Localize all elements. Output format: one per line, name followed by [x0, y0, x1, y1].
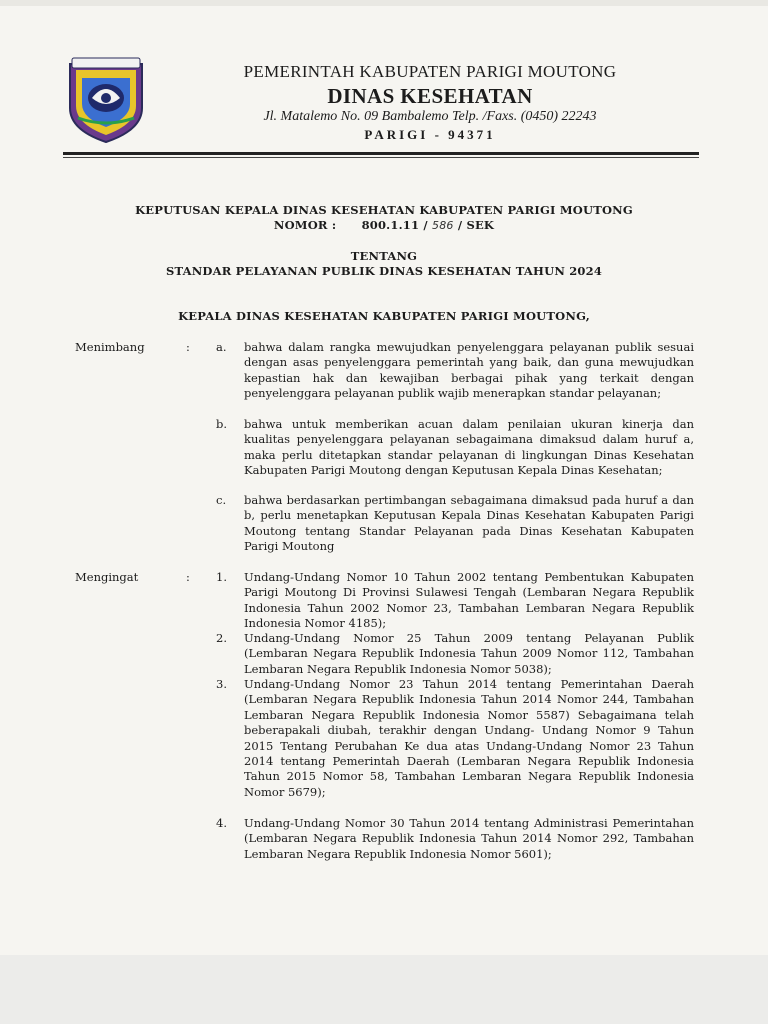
item-text: bahwa dalam rangka mewujudkan penyelenggara pelayanan publik sesuai dengan asas penyelenggara pemerintah yang baik, dan guna mewujudkan kepastian hak dan kewajiban berbagai pihak yang terkait dengan penyelenggara pelayanan publik wajib menerapkan standar pelayanan; [244, 340, 694, 401]
scan-top-edge [0, 0, 768, 6]
menimbang-item [216, 417, 694, 479]
scan-bottom-edge [0, 955, 768, 1024]
item-mark: 4. [216, 816, 227, 830]
mengingat-item [216, 816, 694, 862]
about-label: TENTANG [350, 249, 418, 263]
item-text: Undang-Undang Nomor 10 Tahun 2002 tentang Pembentukan Kabupaten Parigi Moutong Di Provinsi Sulawesi Tengah (Lembaran Negara Republik Indonesia Tahun 2002 Nomor 23, Tambahan Lembaran Negara Republik Indonesia Nomor 4185); [244, 570, 694, 631]
decree-title: KEPUTUSAN KEPALA DINAS KESEHATAN KABUPATEN PARIGI MOUTONG [135, 203, 633, 217]
letterhead-city: PARIGI - 94371 [364, 127, 496, 142]
mengingat-item [216, 631, 694, 677]
menimbang-label: Menimbang [75, 340, 145, 354]
menimbang-item [216, 493, 694, 555]
decree-subject: STANDAR PELAYANAN PUBLIK DINAS KESEHATAN TAHUN 2024 [165, 264, 603, 278]
item-text: Undang-Undang Nomor 23 Tahun 2014 tentang Pemerintahan Daerah (Lembaran Negara Republik Indonesia Tahun 2014 Nomor 244, Tambahan Lembaran Negara Republik Indonesia Nomor 5587) Sebagaimana telah beberapakali diubah, terakhir dengan Undang- Undang Nomor 9 Tahun 2015 Tentang Perubahan Ke dua atas Undang-Undang Nomor 23 Tahun 2014 tentang Pemerintah Daerah (Lembaran Negara Republik Indonesia Tahun 2015 Nomor 58, Tambahan Lembaran Negara Republik Indonesia Nomor 5679); [244, 677, 694, 799]
item-mark: 3. [216, 677, 227, 691]
item-text: bahwa untuk memberikan acuan dalam penilaian ukuran kinerja dan kualitas penyelenggara pelayanan sebagaimana dimaksud dalam huruf a, maka perlu ditetapkan standar pelayanan di lingkungan Dinas Kesehatan Kabupaten Parigi Moutong dengan Keputusan Kepala Dinas Kesehatan; [244, 417, 694, 478]
regency-logo [58, 50, 154, 146]
decree-number [60, 218, 708, 232]
mengingat-colon: : [186, 570, 190, 584]
issuer-heading: KEPALA DINAS KESEHATAN KABUPATEN PARIGI MOUTONG, [178, 309, 590, 323]
item-mark: b. [216, 417, 228, 431]
mengingat-label: Mengingat [75, 570, 139, 584]
mengingat-item [216, 570, 694, 632]
letterhead-rule-thick [63, 152, 699, 155]
item-mark: c. [216, 493, 227, 507]
item-text: Undang-Undang Nomor 25 Tahun 2009 tentang Pelayanan Publik (Lembaran Negara Republik Indonesia Tahun 2009 Nomor 112, Tambahan Lembaran Negara Republik Indonesia Nomor 5038); [244, 631, 694, 676]
mengingat-item [216, 677, 694, 800]
menimbang-colon: : [186, 340, 190, 354]
nomor-prefix: 800.1.11 / [361, 218, 428, 232]
menimbang-item [216, 340, 694, 402]
letterhead-address: Jl. Matalemo No. 09 Bambalemo Telp. /Faxs. (0450) 22243 [263, 109, 597, 124]
letterhead-government: PEMERINTAH KABUPATEN PARIGI MOUTONG [243, 62, 617, 81]
nomor-suffix: / SEK [457, 218, 495, 232]
item-mark: 2. [216, 631, 227, 645]
item-text: bahwa berdasarkan pertimbangan sebagaimana dimaksud pada huruf a dan b, perlu menetapkan Keputusan Kepala Dinas Kesehatan Kabupaten Parigi Moutong tentang Standar Pelayanan pada Dinas Kesehatan Kabupaten Parigi Moutong [244, 493, 694, 554]
nomor-label: NOMOR : [273, 218, 337, 232]
item-mark: a. [216, 340, 227, 354]
letterhead-rule-thin [63, 157, 699, 158]
letterhead-department: DINAS KESEHATAN [327, 84, 533, 108]
item-text: Undang-Undang Nomor 30 Tahun 2014 tentang Administrasi Pemerintahan (Lembaran Negara Republik Indonesia Tahun 2014 Nomor 292, Tambahan Lembaran Negara Republik Indonesia Nomor 5601); [244, 816, 694, 861]
nomor-handwritten: 586 [432, 219, 454, 232]
item-mark: 1. [216, 570, 227, 584]
